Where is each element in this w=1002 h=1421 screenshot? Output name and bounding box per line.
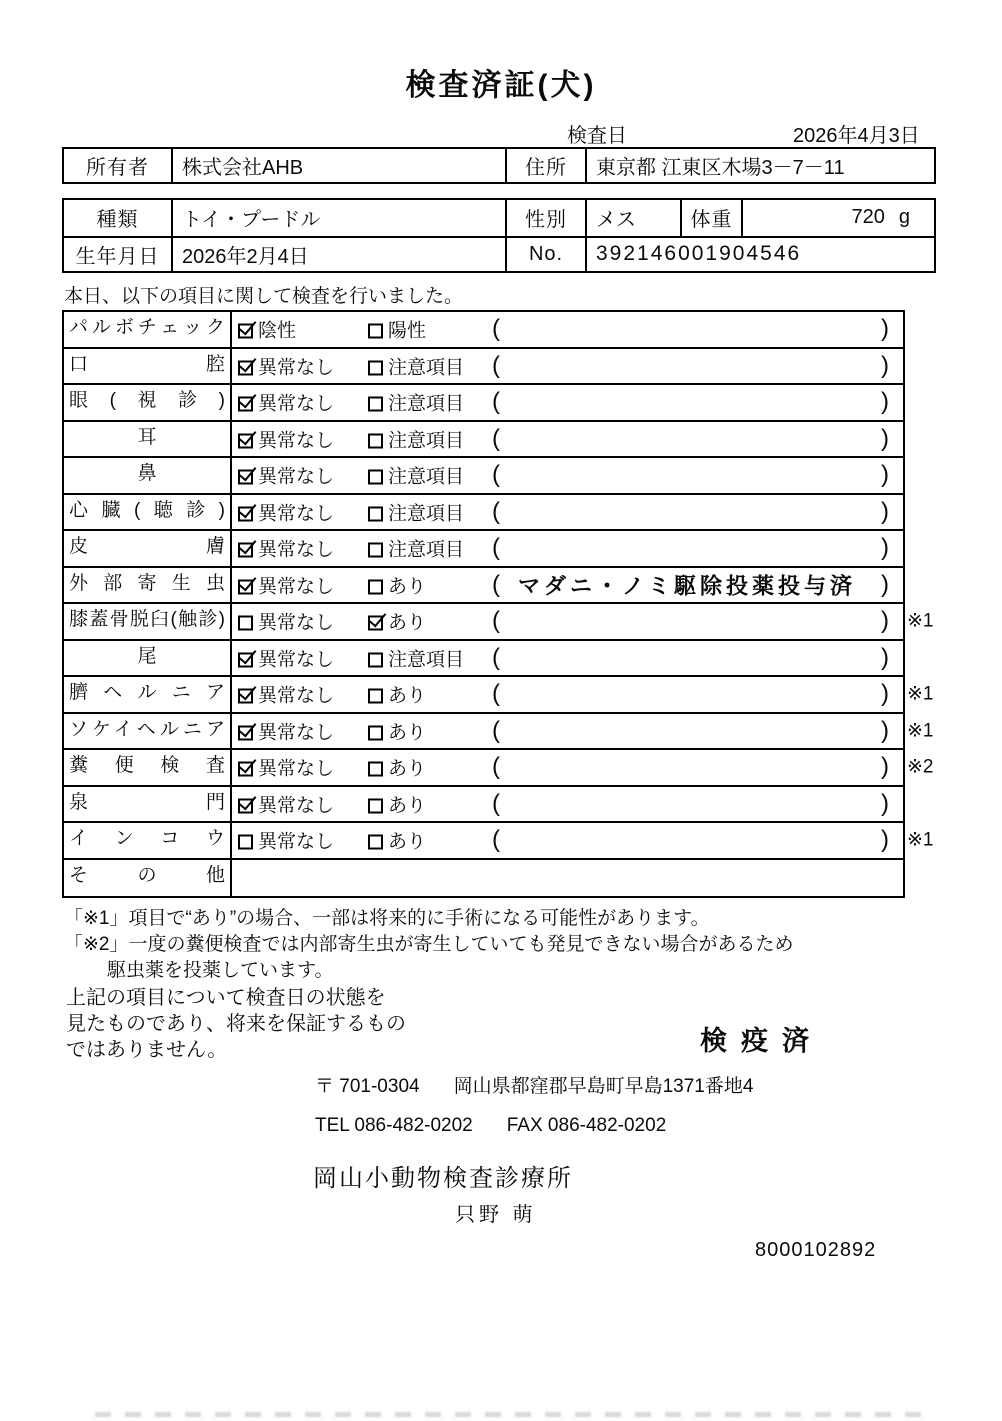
inspection-date-label: 検査日 (567, 125, 627, 147)
serial-number: 8000102892 (755, 1239, 877, 1261)
exam-table (62, 310, 934, 898)
option-label: 注意項目 (388, 539, 465, 561)
option-label: 異常なし (258, 539, 335, 561)
exam-row-heart (64, 495, 903, 532)
open-paren: ( (492, 716, 500, 744)
owner-value: 株式会社AHB (171, 149, 505, 182)
quarantine-passed-stamp: 検疫済 (700, 1026, 823, 1056)
exam-item-name: 泉門 (64, 787, 232, 822)
no-label: No. (505, 236, 585, 272)
exam-row-fecal (64, 750, 934, 787)
close-paren: ) (881, 424, 889, 452)
option-label: あり (388, 612, 427, 634)
clinic-name: 岡山小動物検査診療所 (313, 1165, 573, 1192)
clinic-address-line (315, 1071, 753, 1098)
row-mark: ※1 (907, 720, 934, 742)
open-paren: ( (492, 680, 500, 708)
option-present (368, 571, 426, 598)
close-paren: ) (881, 753, 889, 781)
option-label: 異常なし (258, 576, 335, 598)
pet-info-table (62, 198, 936, 273)
postal-code: 〒 701-0304 (315, 1076, 420, 1097)
footnote-1: 「※1」項目で“あり”の場合、一部は将来的に手術になる可能性があります。 (64, 908, 710, 929)
option-label: 異常なし (258, 503, 335, 525)
exam-row-fontanelle (64, 787, 903, 824)
option-label: あり (388, 685, 427, 707)
footnote-2-line2: 駆虫薬を投薬しています。 (107, 960, 334, 981)
option-label: 異常なし (258, 831, 335, 853)
checkbox-icon (368, 652, 383, 667)
checkbox-icon (368, 506, 383, 521)
option-label: 異常なし (258, 758, 335, 780)
scan-artifact (95, 1412, 932, 1417)
open-paren: ( (492, 570, 500, 598)
option-label: 異常なし (258, 722, 335, 744)
option-label: 異常なし (258, 430, 335, 452)
close-paren: ) (881, 351, 889, 379)
open-paren: ( (492, 789, 500, 817)
exam-row-tail (64, 641, 903, 678)
option-present (368, 827, 426, 854)
option-present (368, 608, 426, 635)
option-caution (368, 644, 464, 671)
birthdate-label: 生年月日 (64, 236, 171, 272)
checkbox-icon (368, 324, 383, 339)
option-no-abnormality (238, 717, 334, 744)
clinic-address: 岡山県都窪郡早島町早島1371番地4 (453, 1076, 754, 1097)
option-label: あり (388, 576, 427, 598)
option-label: 異常なし (258, 649, 335, 671)
option-no-abnormality (238, 681, 334, 708)
checkbox-icon (368, 470, 383, 485)
weight-value (741, 200, 934, 236)
row-mark: ※1 (907, 610, 934, 632)
option-no-abnormality (238, 462, 334, 489)
checkbox-icon (238, 835, 253, 850)
checkbox-icon (368, 689, 383, 704)
option-no-abnormality (238, 352, 334, 379)
exam-row-umbilical-hernia (64, 677, 934, 714)
option-label: 異常なし (258, 612, 335, 634)
close-paren: ) (881, 607, 889, 635)
option-present (368, 717, 426, 744)
exam-item-name: 糞便検査 (64, 750, 232, 785)
exam-row-ears (64, 422, 903, 459)
no-value: 392146001904546 (585, 236, 934, 272)
option-label: 注意項目 (388, 649, 465, 671)
option-label: 異常なし (258, 466, 335, 488)
checkbox-icon (238, 506, 253, 521)
close-paren: ) (881, 570, 889, 598)
option-label: 注意項目 (388, 393, 465, 415)
exam-row-parvo-check (64, 312, 903, 349)
open-paren: ( (492, 315, 500, 343)
open-paren: ( (492, 461, 500, 489)
exam-row-inguinal-hernia (64, 714, 934, 751)
flea-tick-treatment-note: マダニ・ノミ駆除投薬投与済 (518, 573, 857, 599)
intro-text: 本日、以下の項目に関して検査を行いました。 (64, 286, 464, 307)
option-label: 注意項目 (388, 430, 465, 452)
open-paren: ( (492, 424, 500, 452)
open-paren: ( (492, 388, 500, 416)
open-paren: ( (492, 534, 500, 562)
close-paren: ) (881, 497, 889, 525)
checkbox-icon (368, 798, 383, 813)
option-label: 異常なし (258, 795, 335, 817)
option-present (368, 790, 426, 817)
checkbox-icon (368, 433, 383, 448)
exam-row-ectoparasites (64, 568, 903, 605)
exam-item-name: 眼(視診) (64, 385, 232, 420)
close-paren: ) (881, 826, 889, 854)
exam-item-name: 膝蓋骨脱臼(触診) (64, 604, 232, 639)
open-paren: ( (492, 643, 500, 671)
checkbox-icon (368, 616, 383, 631)
checkbox-icon (238, 470, 253, 485)
option-caution (368, 498, 464, 525)
option-label: 陽性 (388, 320, 427, 342)
weight-number: 720 (851, 206, 885, 229)
option-label: あり (388, 831, 427, 853)
option-label: 注意項目 (388, 466, 465, 488)
exam-item-name: 口腔 (64, 349, 232, 384)
exam-item-name: 鼻 (64, 458, 232, 493)
exam-item-name: 尾 (64, 641, 232, 676)
exam-item-name: 皮膚 (64, 531, 232, 566)
sex-label: 性別 (505, 200, 585, 236)
exam-item-name: インコウ (64, 823, 232, 858)
breed-value: トイ・プードル (171, 200, 505, 236)
checkbox-icon (238, 798, 253, 813)
close-paren: ) (881, 315, 889, 343)
option-no-abnormality (238, 425, 334, 452)
checkbox-icon (238, 433, 253, 448)
checkbox-icon (238, 762, 253, 777)
checkbox-icon (238, 543, 253, 558)
close-paren: ) (881, 680, 889, 708)
option-no-abnormality (238, 754, 334, 781)
disclaimer-text (66, 985, 406, 1063)
close-paren: ) (881, 388, 889, 416)
option-caution (368, 389, 464, 416)
row-mark: ※1 (907, 829, 934, 851)
checkbox-icon (368, 835, 383, 850)
close-paren: ) (881, 534, 889, 562)
fax-number: FAX 086-482-0202 (506, 1115, 667, 1136)
option-no-abnormality (238, 608, 334, 635)
close-paren: ) (881, 461, 889, 489)
exam-row-skin (64, 531, 903, 568)
checkbox-icon (238, 579, 253, 594)
option-no-abnormality (238, 389, 334, 416)
exam-row-nose (64, 458, 903, 495)
open-paren: ( (492, 753, 500, 781)
option-positive (368, 316, 426, 343)
close-paren: ) (881, 716, 889, 744)
document-title: 検査済証(犬) (405, 69, 597, 102)
exam-item-name: 耳 (64, 422, 232, 457)
option-no-abnormality (238, 644, 334, 671)
checkbox-icon (368, 762, 383, 777)
open-paren: ( (492, 497, 500, 525)
option-caution (368, 535, 464, 562)
open-paren: ( (492, 607, 500, 635)
option-no-abnormality (238, 535, 334, 562)
checkbox-icon (238, 397, 253, 412)
disclaimer-line-3: ではありません。 (66, 1039, 228, 1061)
option-caution (368, 425, 464, 452)
checkbox-icon (238, 360, 253, 375)
breed-label: 種類 (96, 209, 139, 232)
exam-item-name: パルボチェック (64, 312, 232, 347)
exam-item-name: 外部寄生虫 (64, 568, 232, 603)
option-label: 異常なし (258, 685, 335, 707)
option-label: あり (388, 722, 427, 744)
option-caution (368, 462, 464, 489)
tel-number: TEL 086-482-0202 (315, 1115, 473, 1136)
checkbox-icon (238, 652, 253, 667)
veterinarian-name: 只野 萌 (455, 1204, 537, 1226)
exam-item-name: ソケイヘルニア (64, 714, 232, 749)
weight-label: 体重 (680, 200, 741, 236)
row-mark: ※2 (907, 756, 934, 778)
option-negative (238, 316, 296, 343)
inspection-date-value: 2026年4月3日 (793, 125, 920, 147)
exam-item-name: その他 (64, 860, 232, 897)
checkbox-icon (368, 397, 383, 412)
option-label: 陰性 (258, 320, 297, 342)
exam-item-name: 臍ヘルニア (64, 677, 232, 712)
owner-table (62, 147, 936, 184)
option-label: あり (388, 795, 427, 817)
checkbox-icon (368, 360, 383, 375)
clinic-phone-line (315, 1115, 666, 1137)
option-label: あり (388, 758, 427, 780)
weight-unit: g (898, 206, 910, 229)
close-paren: ) (881, 643, 889, 671)
sex-value: メス (585, 200, 680, 236)
checkbox-icon (368, 543, 383, 558)
option-caution (368, 352, 464, 379)
exam-row-oral (64, 349, 903, 386)
option-no-abnormality (238, 498, 334, 525)
option-present (368, 754, 426, 781)
open-paren: ( (492, 826, 500, 854)
checkbox-icon (238, 725, 253, 740)
option-label: 注意項目 (388, 503, 465, 525)
disclaimer-line-2: 見たものであり、将来を保証するもの (66, 1013, 406, 1035)
checkbox-icon (238, 689, 253, 704)
option-label: 注意項目 (388, 357, 465, 379)
option-no-abnormality (238, 571, 334, 598)
open-paren: ( (492, 351, 500, 379)
address-label: 住所 (505, 149, 585, 182)
option-present (368, 681, 426, 708)
exam-row-other (64, 860, 903, 897)
option-label: 異常なし (258, 393, 335, 415)
option-label: 異常なし (258, 357, 335, 379)
address-value: 東京都 江東区木場3－7－11 (585, 149, 934, 182)
exam-row-patella (64, 604, 934, 641)
exam-row-eyes (64, 385, 903, 422)
birthdate-value: 2026年2月4日 (171, 236, 505, 272)
checkbox-icon (368, 725, 383, 740)
close-paren: ) (881, 789, 889, 817)
disclaimer-line-1: 上記の項目について検査日の状態を (66, 987, 386, 1009)
exam-item-name: 心臓(聴診) (64, 495, 232, 530)
checkbox-icon (238, 324, 253, 339)
checkbox-icon (368, 579, 383, 594)
option-no-abnormality (238, 827, 334, 854)
owner-label: 所有者 (86, 157, 149, 179)
checkbox-icon (238, 616, 253, 631)
exam-row-cryptorchidism (64, 823, 934, 860)
row-mark: ※1 (907, 683, 934, 705)
footnote-2-line1: 「※2」一度の糞便検査では内部寄生虫が寄生していても発見できない場合があるため (64, 934, 794, 955)
option-no-abnormality (238, 790, 334, 817)
